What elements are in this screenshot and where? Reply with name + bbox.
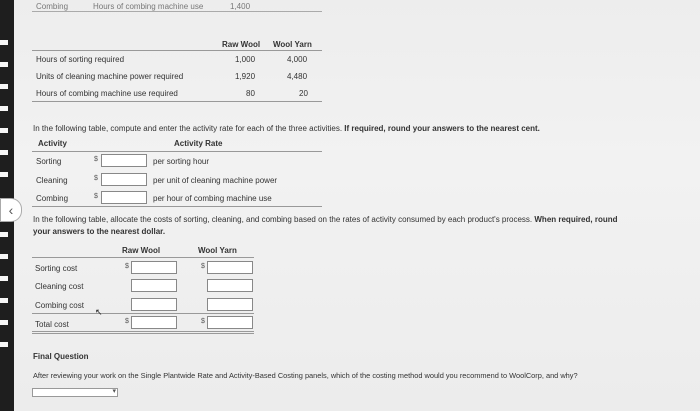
alloc-row-label: Sorting cost [35,264,78,273]
currency-symbol: $ [125,318,129,325]
rate-row-activity: Combing [36,194,69,203]
final-question-title: Final Question [33,352,89,361]
alloc-col-wool-yarn: Wool Yarn [198,246,237,255]
currency-symbol: $ [94,175,98,182]
costing-method-dropdown[interactable] [32,388,118,397]
final-question-text: After reviewing your work on the Single Plantwide Rate and Activity-Based Costing panels, which of the costing method would you recommend to WoolCorp, and why? [33,371,578,380]
back-button[interactable] [0,198,22,222]
raw-wool-total-cost-input[interactable] [131,316,177,329]
top-cut-mid: Hours of combing machine use [93,2,204,11]
instruction-allocate-costs: In the following table, allocate the costs of sorting, cleaning, and combing based on the rates of activity consumed by each product's process. When required, round [33,215,618,224]
pointer-cursor-icon: ↖ [95,307,103,317]
driver-row-raw: 80 [246,89,255,98]
wool-yarn-total-cost-input[interactable] [207,316,253,329]
wool-yarn-sorting-cost-input[interactable] [207,261,253,274]
currency-symbol: $ [94,193,98,200]
rate-row-activity: Cleaning [36,176,68,185]
sorting-rate-input[interactable] [101,154,147,167]
driver-col-wool-yarn: Wool Yarn [273,40,312,49]
chevron-left-icon: ‹ [8,202,14,218]
currency-symbol: $ [125,263,129,270]
instruction-allocate-costs-cont: your answers to the nearest dollar. [33,227,166,236]
rate-row-unit: per hour of combing machine use [153,194,272,203]
alloc-row-label: Combing cost [35,301,84,310]
top-cut-right: 1,400 [230,2,251,11]
raw-wool-cleaning-cost-input[interactable] [131,279,177,292]
rate-header-activity-rate: Activity Rate [174,139,223,148]
alloc-row-label: Cleaning cost [35,282,84,291]
driver-row-label: Hours of combing machine use required [36,89,178,98]
driver-row-raw: 1,000 [235,55,256,64]
raw-wool-combing-cost-input[interactable] [131,298,177,311]
rate-row-unit: per unit of cleaning machine power [153,176,278,185]
driver-row-label: Hours of sorting required [36,55,125,64]
currency-symbol: $ [94,156,98,163]
currency-symbol: $ [201,318,205,325]
driver-row-raw: 1,920 [235,72,256,81]
driver-row-label: Units of cleaning machine power required [36,72,184,81]
currency-symbol: $ [201,263,205,270]
instruction-activity-rate: In the following table, compute and enter the activity rate for each of the three activities. If required, round your answers to the nearest cent. [33,124,540,133]
raw-wool-sorting-cost-input[interactable] [131,261,177,274]
driver-col-raw-wool: Raw Wool [222,40,261,49]
driver-row-yarn: 20 [299,89,308,98]
rate-row-activity: Sorting [36,157,62,166]
rate-header-activity: Activity [38,139,67,148]
wool-yarn-cleaning-cost-input[interactable] [207,279,253,292]
chevron-down-icon: ▾ [112,388,116,395]
combing-rate-input[interactable] [101,191,147,204]
wool-yarn-combing-cost-input[interactable] [207,298,253,311]
driver-row-yarn: 4,000 [287,55,308,64]
driver-row-yarn: 4,480 [287,72,308,81]
rate-row-unit: per sorting hour [153,157,210,166]
alloc-row-label: Total cost [35,320,69,329]
top-cut-left: Combing [36,2,69,11]
alloc-col-raw-wool: Raw Wool [122,246,161,255]
cleaning-rate-input[interactable] [101,173,147,186]
